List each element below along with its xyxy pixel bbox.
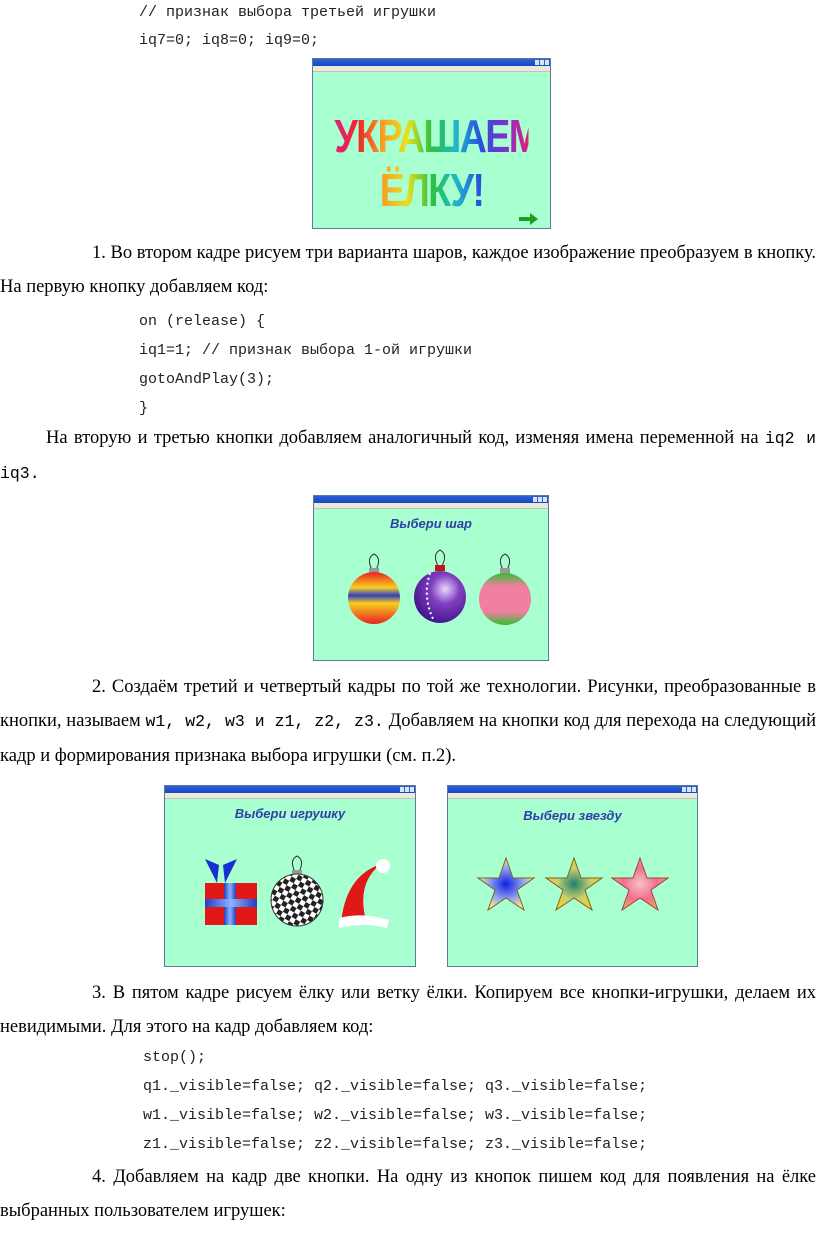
gift-box-icon[interactable] xyxy=(205,859,257,925)
purple-ball-icon[interactable] xyxy=(414,550,466,623)
figure-choose-star xyxy=(447,785,698,967)
pink-ball-icon[interactable] xyxy=(479,554,531,625)
figure-choose-toy xyxy=(164,785,416,967)
step-text: Добавляем на кадр две кнопки. На одну из кнопок пишем код для появления на ёлке выбранных пользователем игрушек: xyxy=(0,1167,816,1221)
step-1-paragraph xyxy=(0,236,816,304)
step-2-paragraph xyxy=(0,670,816,773)
green-right-arrow-icon xyxy=(519,213,539,225)
step-text: Во втором кадре рисуем три варианта шаров, каждое изображение преобразуем в кнопку. На первую кнопку добавляем код: xyxy=(0,243,816,297)
code-line: gotoAndPlay(3); xyxy=(139,371,275,388)
title-text: УКРАШАЕМ ЁЛКУ! xyxy=(334,110,539,216)
step-text: Создаём третий и четвертый кадры по той же технологии. Рисунки, преобразованные в кнопки, называем xyxy=(0,677,816,731)
code-line: q1._visible=false; q2._visible=false; q3._visible=false; xyxy=(143,1078,648,1095)
code-line: z1._visible=false; z2._visible=false; z3._visible=false; xyxy=(143,1136,648,1153)
figure-heading: Выбери шар xyxy=(390,516,472,531)
code-line: } xyxy=(139,400,149,417)
code-line: on (release) { xyxy=(139,313,266,330)
blue-star-icon[interactable] xyxy=(478,858,534,910)
step-number: 1. xyxy=(92,243,106,263)
step-4-paragraph xyxy=(0,1160,816,1228)
striped-ball-icon[interactable] xyxy=(348,554,400,624)
pink-star-icon[interactable] xyxy=(612,858,668,910)
step-number: 3. xyxy=(92,983,106,1003)
explanation-text: На вторую и третью кнопки добавляем аналогичный код, изменяя имена переменной на xyxy=(46,428,759,448)
step-text: В пятом кадре рисуем ёлку или ветку ёлки. Копируем все кнопки-игрушки, делаем их невидимыми. Для этого на кадр добавляем код: xyxy=(0,983,816,1037)
figure-choose-ball xyxy=(313,495,549,661)
step-3-paragraph xyxy=(0,976,816,1044)
green-star-icon[interactable] xyxy=(546,858,602,910)
figure-heading: Выбери игрушку xyxy=(234,806,346,821)
step-code-names: w1, w2, w3 и z1, z2, z3. xyxy=(145,712,384,731)
step-text: Добавляем на кнопки код для перехода на следующий кадр и формирования признака выбора игрушки (см. п.2). xyxy=(0,711,816,766)
code-line: iq7=0; iq8=0; iq9=0; xyxy=(139,32,320,49)
figure-heading: Выбери звезду xyxy=(523,808,622,823)
checkered-ball-icon[interactable] xyxy=(271,856,323,926)
code-line: iq1=1; // признак выбора 1-ой игрушки xyxy=(139,342,473,359)
figure-title-screen xyxy=(312,58,551,229)
santa-hat-icon[interactable] xyxy=(339,859,390,928)
explanation-paragraph xyxy=(0,421,816,491)
code-line: stop(); xyxy=(143,1049,207,1066)
code-line: // признак выбора третьей игрушки xyxy=(139,4,437,21)
step-number: 2. xyxy=(92,677,106,697)
step-number: 4. xyxy=(92,1167,106,1187)
code-line: w1._visible=false; w2._visible=false; w3._visible=false; xyxy=(143,1107,648,1124)
explanation-code: iq2 и iq3. xyxy=(0,429,816,483)
